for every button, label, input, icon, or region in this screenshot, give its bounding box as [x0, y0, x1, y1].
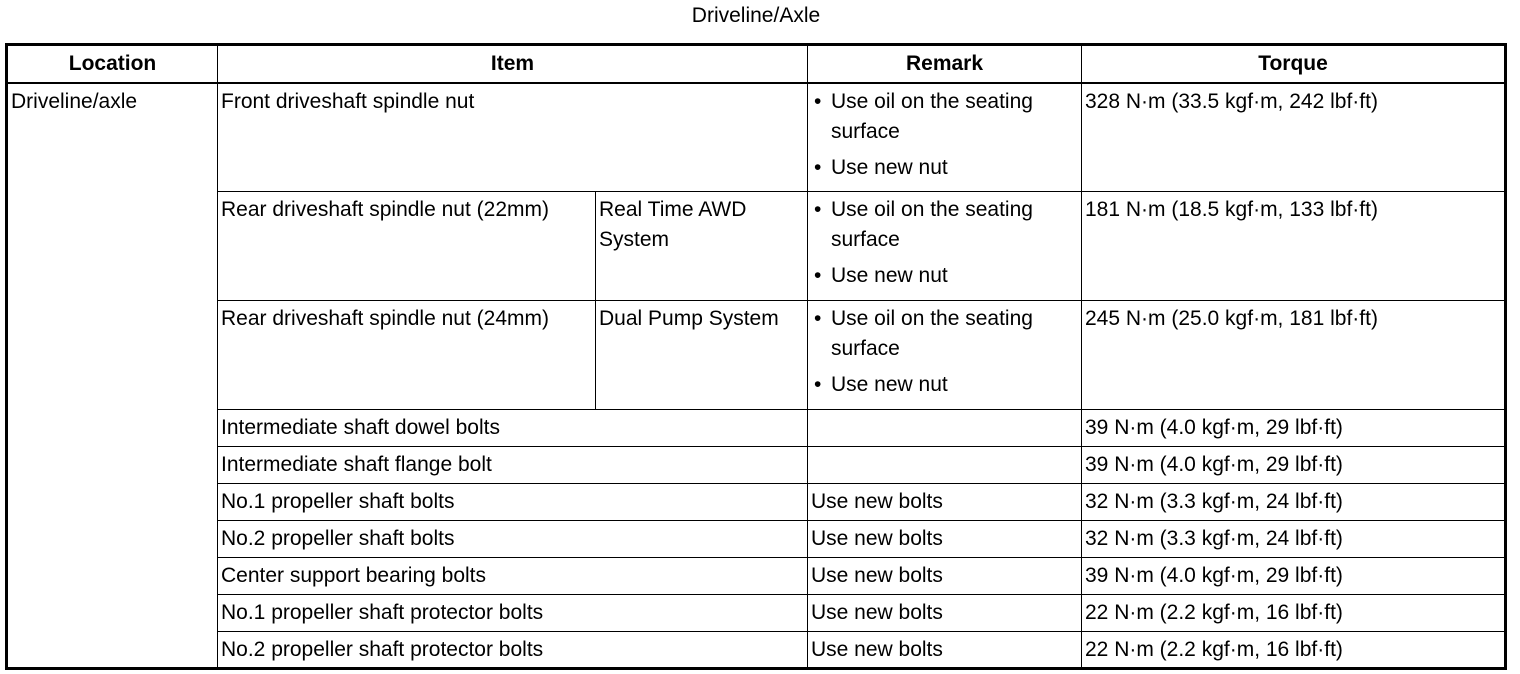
remark-list — [811, 304, 1081, 400]
remark-cell — [808, 410, 1082, 447]
header-torque: Torque — [1082, 45, 1506, 83]
item-cell: No.1 propeller shaft bolts — [218, 484, 808, 521]
header-location: Location — [7, 45, 218, 83]
table-row — [7, 301, 1506, 410]
table-row — [7, 632, 1506, 669]
remark-cell: Use new bolts — [808, 484, 1082, 521]
remark-bullet: • Use new nut — [811, 153, 1081, 183]
remark-bullet: • Use new nut — [811, 370, 1081, 400]
remark-list — [811, 195, 1081, 291]
remark-bullet: • Use oil on the seating surface — [811, 87, 1081, 147]
table-row — [7, 484, 1506, 521]
location-cell: Driveline/axle — [7, 83, 218, 669]
item-sub-cell: Real Time AWD System — [596, 192, 808, 301]
header-remark: Remark — [808, 45, 1082, 83]
torque-cell: 39 N·m (4.0 kgf·m, 29 lbf·ft) — [1082, 410, 1506, 447]
table-row — [7, 83, 1506, 192]
item-cell: Front driveshaft spindle nut — [218, 83, 808, 192]
remark-cell: Use new bolts — [808, 521, 1082, 558]
remark-cell: Use new bolts — [808, 632, 1082, 669]
remark-bullet: • Use oil on the seating surface — [811, 195, 1081, 255]
remark-cell: Use new bolts — [808, 558, 1082, 595]
torque-cell: 32 N·m (3.3 kgf·m, 24 lbf·ft) — [1082, 484, 1506, 521]
item-cell: No.2 propeller shaft bolts — [218, 521, 808, 558]
remark-cell — [808, 83, 1082, 192]
torque-cell: 22 N·m (2.2 kgf·m, 16 lbf·ft) — [1082, 595, 1506, 632]
torque-cell: 39 N·m (4.0 kgf·m, 29 lbf·ft) — [1082, 558, 1506, 595]
table-row — [7, 447, 1506, 484]
torque-cell: 245 N·m (25.0 kgf·m, 181 lbf·ft) — [1082, 301, 1506, 410]
item-cell: Center support bearing bolts — [218, 558, 808, 595]
torque-spec-table — [5, 43, 1507, 670]
page-title: Driveline/Axle — [691, 4, 821, 27]
item-sub-cell: Dual Pump System — [596, 301, 808, 410]
remark-list — [811, 87, 1081, 183]
torque-cell: 39 N·m (4.0 kgf·m, 29 lbf·ft) — [1082, 447, 1506, 484]
header-item: Item — [218, 45, 808, 83]
torque-cell: 22 N·m (2.2 kgf·m, 16 lbf·ft) — [1082, 632, 1506, 669]
remark-cell — [808, 447, 1082, 484]
item-cell: No.1 propeller shaft protector bolts — [218, 595, 808, 632]
table-row — [7, 595, 1506, 632]
item-cell: Rear driveshaft spindle nut (24mm) — [218, 301, 596, 410]
table-row — [7, 410, 1506, 447]
remark-cell — [808, 301, 1082, 410]
remark-cell — [808, 192, 1082, 301]
table-row — [7, 192, 1506, 301]
item-cell: Rear driveshaft spindle nut (22mm) — [218, 192, 596, 301]
header-row — [7, 45, 1506, 83]
table-row — [7, 521, 1506, 558]
item-cell: Intermediate shaft flange bolt — [218, 447, 808, 484]
item-cell: Intermediate shaft dowel bolts — [218, 410, 808, 447]
table-row — [7, 558, 1506, 595]
remark-bullet: • Use new nut — [811, 261, 1081, 291]
item-cell: No.2 propeller shaft protector bolts — [218, 632, 808, 669]
torque-cell: 328 N·m (33.5 kgf·m, 242 lbf·ft) — [1082, 83, 1506, 192]
torque-cell: 181 N·m (18.5 kgf·m, 133 lbf·ft) — [1082, 192, 1506, 301]
remark-bullet: • Use oil on the seating surface — [811, 304, 1081, 364]
remark-cell: Use new bolts — [808, 595, 1082, 632]
torque-cell: 32 N·m (3.3 kgf·m, 24 lbf·ft) — [1082, 521, 1506, 558]
